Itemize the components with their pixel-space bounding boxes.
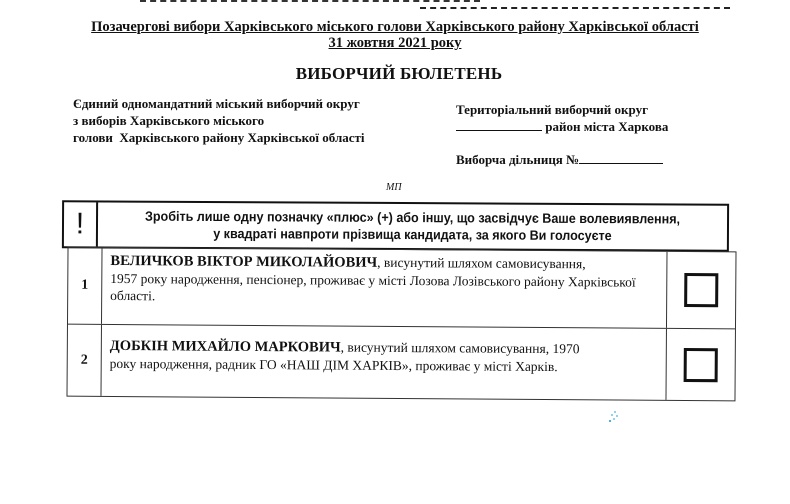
vote-cell: [667, 252, 736, 328]
district-suffix: район міста Харкова: [545, 119, 669, 134]
polling-station-blank-field[interactable]: [579, 152, 663, 164]
exclamation-icon: !: [64, 202, 98, 246]
constituency-line-1: Єдиний одномандатний міський виборчий округ: [73, 96, 360, 111]
district-blank-field[interactable]: [456, 119, 542, 131]
scan-artifact: [608, 411, 622, 423]
candidate-name: ДОБКІН МИХАЙЛО МАРКОВИЧ: [109, 337, 341, 356]
candidate-name: ВЕЛИЧКОВ ВІКТОР МИКОЛАЙОВИЧ: [110, 252, 378, 271]
stamp-place-label: МП: [386, 182, 402, 193]
voting-instruction-text: [120, 203, 705, 250]
vote-cell: [666, 329, 734, 400]
cut-line-top: [140, 0, 480, 2]
candidate-row: [67, 325, 734, 401]
polling-station-label: Виборча дільниця №: [456, 152, 580, 167]
constituency-line-3: голови Харківського району Харківської області: [73, 130, 365, 145]
ballot-title: ВИБОРЧИЙ БЮЛЕТЕНЬ: [295, 64, 503, 83]
candidate-number: 2: [67, 325, 101, 396]
vote-checkbox-candidate-2[interactable]: [684, 347, 718, 381]
candidate-details: року народження, радник ГО «НАШ ДІМ ХАРКІВ», проживає у місті Харків.: [109, 355, 558, 375]
instruction-line-1: Зробіть лише одну позначку «плюс» (+) або іншу, що засвідчує Ваше волевиявлення,: [144, 208, 681, 227]
election-date: 31 жовтня 2021 року: [328, 35, 462, 51]
territorial-district-label: Територіальний виборчий округ: [456, 102, 648, 117]
territorial-info: [456, 101, 756, 168]
candidates-table: [66, 247, 736, 402]
instruction-line-2: у квадраті навпроти прізвища кандидата, за якого Ви голосуєте: [213, 226, 612, 244]
election-title: Позачергові вибори Харківського міського голови Харківського району Харківської області: [91, 19, 699, 35]
vote-checkbox-candidate-1[interactable]: [684, 273, 718, 307]
election-header: [0, 19, 790, 51]
candidate-number: 1: [68, 248, 103, 324]
constituency-info: [73, 95, 443, 146]
candidate-details: 1957 року народження, пенсіонер, проживає у місті Лозова Лозівського району Харківської області.: [110, 270, 636, 304]
polling-station-row: [456, 151, 756, 168]
candidate-description: [101, 325, 666, 400]
constituency-line-2: з виборів Харківського міського: [73, 113, 265, 128]
candidate-row: [68, 248, 736, 330]
voting-instruction-box: [62, 200, 729, 251]
candidate-nomination: , висунутий шляхом самовисування,: [377, 254, 586, 272]
candidate-description: [102, 248, 668, 328]
territorial-district-row: [456, 118, 756, 135]
candidate-nomination: , висунутий шляхом самовисування, 1970: [340, 339, 580, 357]
cut-line: [420, 7, 730, 9]
